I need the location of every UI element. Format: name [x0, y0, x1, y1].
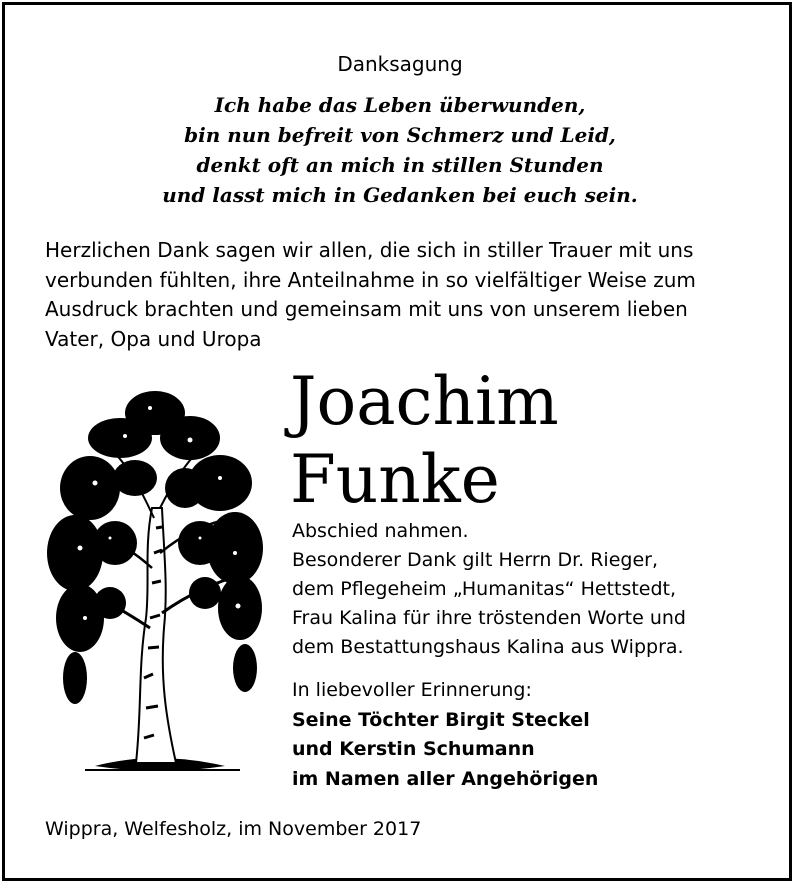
- birch-tree-icon: [40, 378, 270, 778]
- poem-line: denkt oft an mich in stillen Stunden: [196, 153, 604, 177]
- signature-line: im Namen aller Angehörigen: [292, 767, 599, 790]
- thanks-line: dem Bestattungshaus Kalina aus Wippra.: [292, 636, 684, 658]
- signature-intro: In liebevoller Erinnerung:: [292, 679, 532, 701]
- poem: [0, 90, 800, 210]
- signature-block: [292, 676, 598, 794]
- intro-line: Herzlichen Dank sagen wir allen, die sich in stiller Trauer mit uns: [45, 238, 694, 262]
- deceased-first-name: Joachim: [290, 363, 559, 440]
- poem-line: bin nun befreit von Schmerz und Leid,: [184, 123, 616, 147]
- place-date: Wippra, Welfesholz, im November 2017: [45, 818, 422, 840]
- signature-line: und Kerstin Schumann: [292, 738, 535, 760]
- thanks-line: Frau Kalina für ihre tröstenden Worte und: [292, 607, 686, 629]
- thanks-line: Abschied nahmen.: [292, 520, 469, 542]
- poem-line: und lasst mich in Gedanken bei euch sein.: [162, 183, 638, 207]
- deceased-last-name: Funke: [290, 441, 500, 518]
- intro-line: verbunden fühlten, ihre Anteilnahme in so vielfältiger Weise zum: [45, 267, 696, 292]
- thanks-text: [292, 517, 686, 662]
- signature-line: Seine Töchter Birgit Steckel: [292, 708, 590, 731]
- intro-line: Ausdruck brachten und gemeinsam mit uns von unserem lieben: [45, 297, 688, 321]
- intro-text: [45, 236, 785, 354]
- notice-heading: Danksagung: [337, 52, 463, 76]
- thanks-line: dem Pflegeheim „Humanitas“ Hettstedt,: [292, 578, 677, 600]
- thanks-line: Besonderer Dank gilt Herrn Dr. Rieger,: [292, 549, 659, 571]
- intro-line: Vater, Opa und Uropa: [45, 326, 262, 351]
- poem-line: Ich habe das Leben überwunden,: [214, 93, 586, 117]
